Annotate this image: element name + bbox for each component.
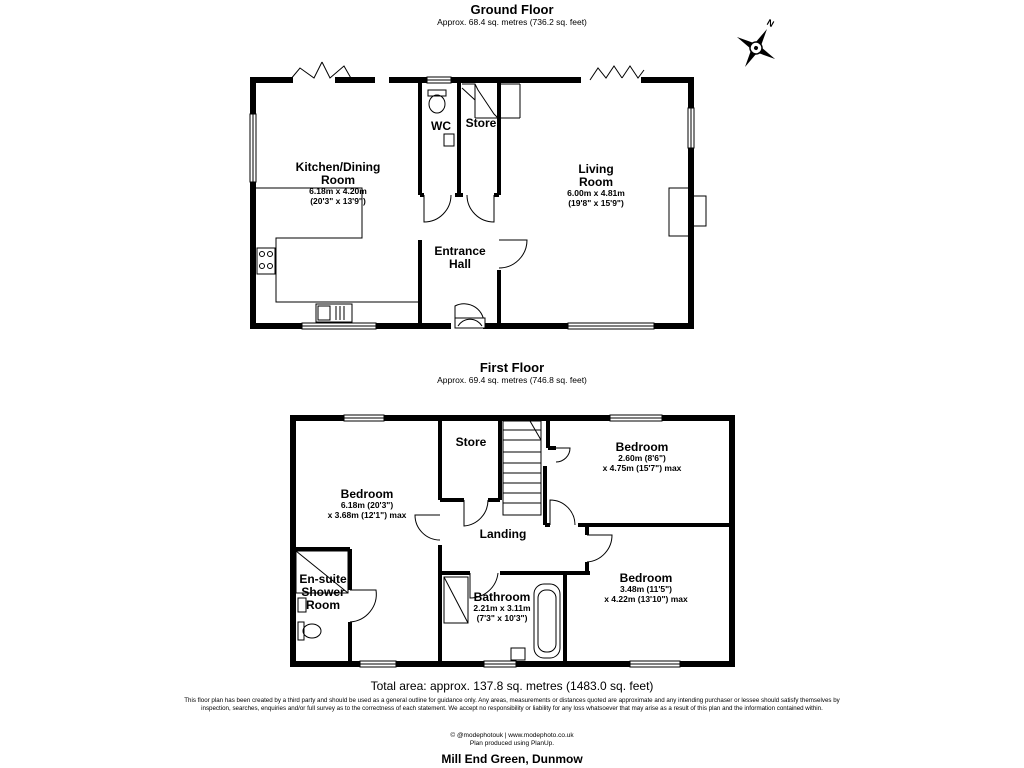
room-name-bedroom-1: Bedroom [340, 487, 394, 501]
ground-floor-title: Ground Floor [470, 2, 554, 17]
first-floor-title: First Floor [479, 360, 545, 375]
room-dim-bedroom-3a: 3.48m (11'5") [620, 584, 672, 595]
hob-icon [260, 252, 265, 257]
room-label-ground-store: Store [465, 116, 497, 130]
room-name-kitchen-1: Kitchen/Dining [295, 160, 381, 174]
first-floor-area: Approx. 69.4 sq. metres (746.8 sq. feet) [437, 375, 587, 385]
room-name-bathroom: Bathroom [473, 590, 531, 604]
room-name-living-2: Room [579, 175, 613, 190]
room-label-wc: WC [431, 119, 451, 133]
room-label-landing: Landing [479, 527, 527, 541]
fireplace-icon [669, 188, 706, 236]
room-label-bedroom-2 [586, 441, 698, 473]
room-dim-bathroom-1: 2.21m x 3.11m [473, 603, 531, 614]
room-name-kitchen-2: Room [321, 173, 355, 188]
staircase-icon [503, 421, 541, 515]
room-label-bedroom-3 [590, 572, 702, 604]
room-dim-bedroom-2a: 2.60m (8'6") [618, 453, 666, 464]
room-label-kitchen [268, 161, 408, 206]
credit-line-1: © @modephotouk | www.modephoto.co.uk [450, 732, 574, 739]
staircase-icon [462, 84, 520, 118]
room-dim-bedroom-3b: x 4.22m (13'10") max [604, 593, 688, 604]
room-label-bathroom [466, 591, 538, 623]
toilet-icon [428, 90, 454, 146]
room-name-bedroom-2: Bedroom [615, 440, 669, 454]
room-dim-living-1: 6.00m x 4.81m [567, 188, 625, 199]
kitchen-units [256, 188, 418, 322]
room-name-entrance-2: Hall [448, 257, 471, 272]
room-name-bedroom-3: Bedroom [619, 571, 673, 585]
compass-icon [726, 18, 786, 78]
room-label-first-store: Store [455, 435, 487, 449]
total-area: Total area: approx. 137.8 sq. metres (1483.0 sq. feet) [370, 679, 654, 693]
room-dim-bedroom-1a: 6.18m (20'3") [340, 500, 394, 511]
toilet-icon [298, 622, 321, 640]
room-dim-kitchen-2: (20'3" x 13'9") [310, 195, 366, 206]
sink-icon [316, 304, 352, 322]
room-name-entrance-1: Entrance [434, 244, 486, 258]
room-label-entrance-hall [424, 245, 496, 271]
address-title: Mill End Green, Dunmow [441, 752, 583, 766]
room-dim-living-2: (19'8" x 15'9") [568, 197, 624, 208]
room-dim-bedroom-1b: x 3.68m (12'1") max [327, 509, 407, 520]
credit-line-2: Plan produced using PlanUp. [469, 740, 555, 747]
room-name-ensuite-1: En-suite [299, 572, 347, 586]
room-label-ensuite [296, 573, 350, 613]
room-name-ensuite-3: Room [306, 598, 340, 613]
room-name-ensuite-2: Shower [301, 585, 345, 600]
room-name-living-1: Living [578, 162, 614, 176]
compass-label: N [765, 17, 776, 30]
room-dim-bedroom-2b: x 4.75m (15'7") max [602, 462, 682, 473]
room-dim-bathroom-2: (7'3" x 10'3") [476, 612, 528, 623]
sink-icon [444, 134, 454, 146]
room-label-living [546, 163, 646, 208]
room-label-bedroom-1 [306, 488, 428, 520]
room-dim-kitchen-1: 6.18m x 4.20m [309, 186, 367, 197]
disclaimer-text: This floor plan has been created by a third party and should be used as a general outline for guidance only. Any areas, measurements or distances quoted are approximate and any intending purchaser or lessee should satisfy themselves by inspection, searches, enquiries and/or full survey as to the correctness of each statement. We accept no responsibility or liability for any loss whatsoever that may arise as a result of this plan and the information contained within. [184, 697, 840, 712]
ground-floor-area: Approx. 68.4 sq. metres (736.2 sq. feet) [437, 17, 587, 27]
